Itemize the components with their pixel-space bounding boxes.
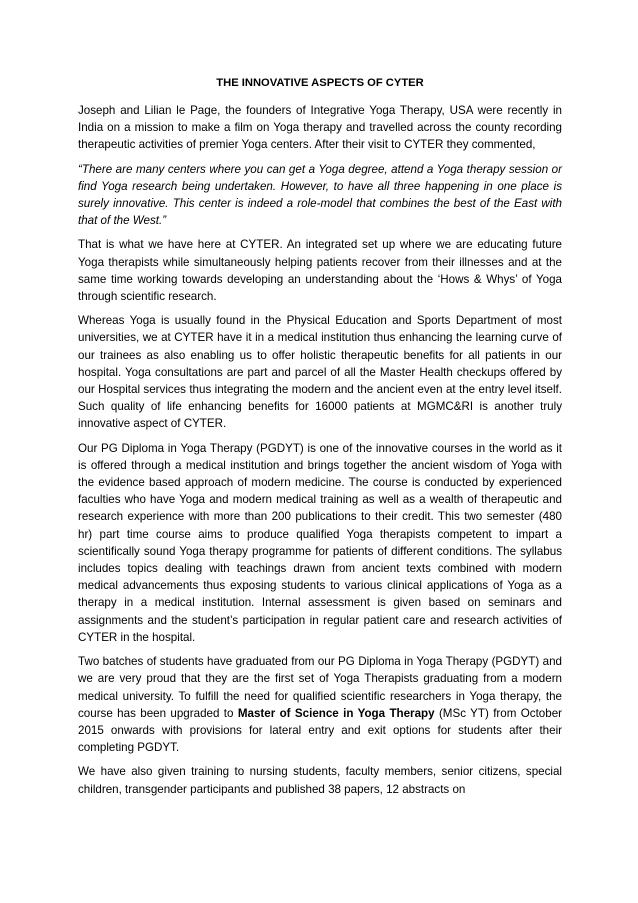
paragraph-msc-upgrade: [78, 653, 562, 756]
paragraph-intro: Joseph and Lilian le Page, the founders of Integrative Yoga Therapy, USA were recently in India on a mission to make a film on Yoga therapy and travelled across the county recording therapeutic activities of premier Yoga centers. After their visit to CYTER they commented,: [78, 104, 562, 152]
document-body: [78, 75, 562, 798]
msc-course-name: Master of Science in Yoga Therapy: [237, 706, 435, 720]
document-title: THE INNOVATIVE ASPECTS OF CYTER: [216, 77, 424, 89]
quote-paragraph: “There are many centers where you can get a Yoga degree, attend a Yoga therapy session or find Yoga research being undertaken. However, to have all three happening in one place is surely innovative. This center is indeed a role-model that combines the best of the East with that of the West.”: [78, 162, 562, 228]
paragraph-medical-institution: Whereas Yoga is usually found in the Physical Education and Sports Department of most universities, we at CYTER have it in a medical institution thus enhancing the learning curve of our trainees as also enabling us to offer holistic therapeutic benefits for all patients in our hospital. Yoga consultations are part and parcel of all the Master Health checkups offered by our Hospital services thus integrating the modern and the ancient even at the entry level itself. Such quality of life enhancing benefits for 16000 patients at MGMC&RI is another truly innovative aspect of CYTER.: [78, 314, 562, 431]
paragraph-msc-text-after: (MSc YT) from October 2015 onwards with provisions for lateral entry and exit options for students after their completing PGDYT.: [78, 706, 563, 755]
paragraph-pg-diploma: Our PG Diploma in Yoga Therapy (PGDYT) is one of the innovative courses in the world as it is offered through a medical institution and brings together the ancient wisdom of Yoga with the evidence based approach of modern medicine. The course is conducted by experienced faculties who have Yoga and modern medical training as well as a wealth of therapeutic and research experience with more than 200 publications to their credit. This two semester (480 hr) part time course aims to produce qualified Yoga therapists competent to impart a scientifically sound Yoga therapy programme for patients of different conditions. The syllabus includes topics dealing with teachings drawn from ancient texts combined with modern medical advancements thus exposing students to various clinical applications of Yoga as a therapy in a medical institution. Internal assessment is given based on seminars and assignments and the student’s participation in regular patient care and research activities of CYTER in the hospital.: [78, 441, 562, 644]
paragraph-training: We have also given training to nursing students, faculty members, senior citizens, special children, transgender participants and published 38 papers, 12 abstracts on: [78, 765, 562, 796]
paragraph-cyter-setup: That is what we have here at CYTER. An integrated set up where we are educating future Yoga therapists while simultaneously helping patients recover from their illnesses and at the same time working towards developing an understanding about the ‘Hows & Whys’ of Yoga through scientific research.: [78, 238, 562, 304]
paragraph-msc-text-before: Two batches of students have graduated from our PG Diploma in Yoga Therapy (PGDYT) and we are very proud that they are the first set of Yoga Therapists graduating from a modern medical university. To fulfill the need for qualified scientific researchers in Yoga therapy, the course has been upgraded to: [78, 655, 562, 720]
